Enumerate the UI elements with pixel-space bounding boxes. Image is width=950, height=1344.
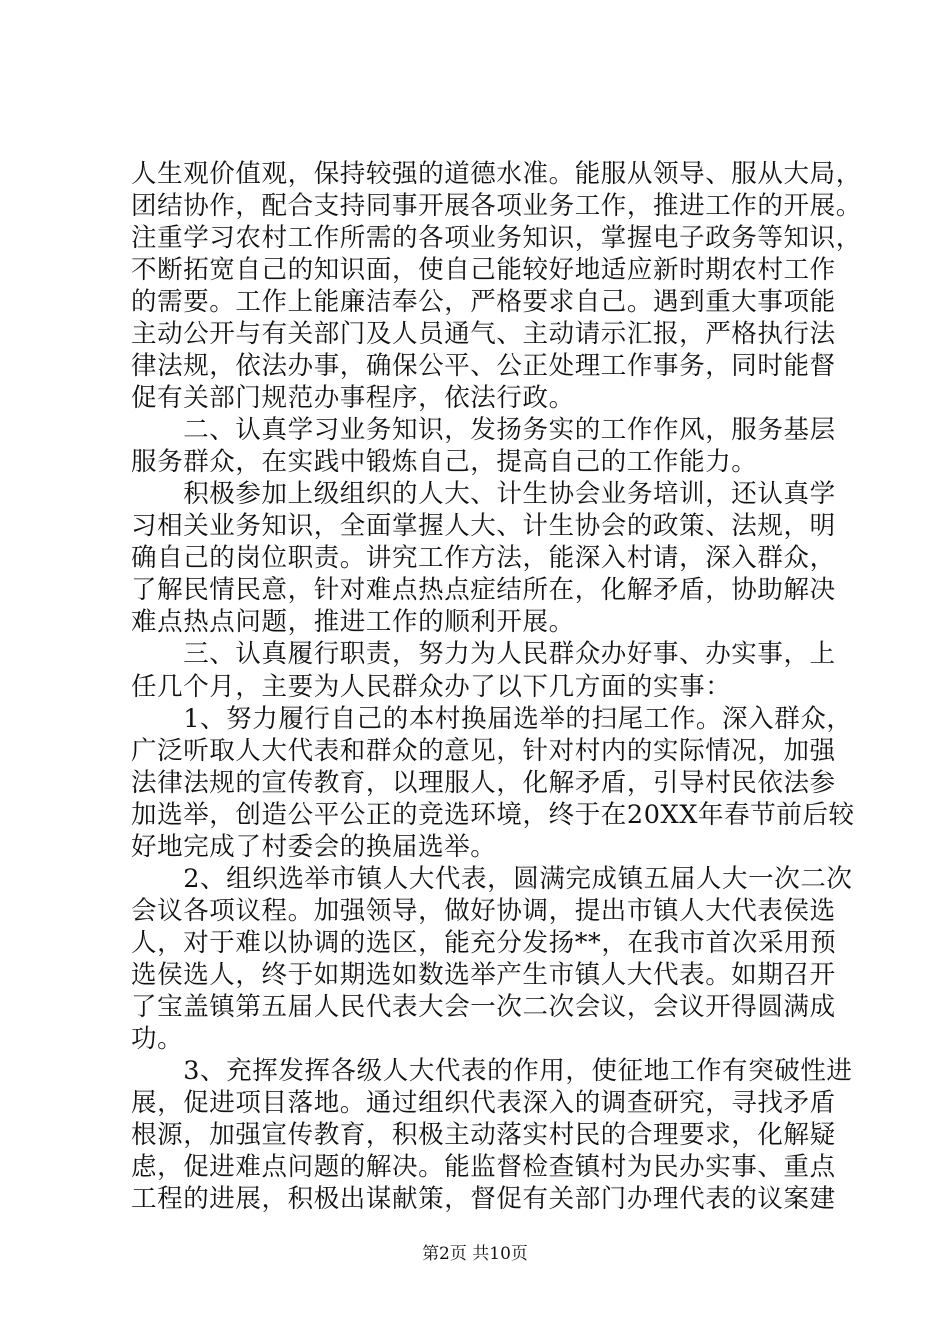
body-text-line: 加选举，创造公平公正的竞选环境，终于在20XX年春节前后较 (131, 800, 855, 830)
body-text-line: 广泛听取人大代表和群众的意见，针对村内的实际情况，加强 (131, 736, 836, 766)
body-text-line: 展，促进项目落地。通过组织代表深入的调查研究，寻找矛盾 (131, 1088, 836, 1118)
body-text-line: 难点热点问题，推进工作的顺利开展。 (131, 607, 575, 637)
body-text-line: 法律法规的宣传教育，以理服人，化解矛盾，引导村民依法参 (131, 768, 836, 798)
body-text-line: 了宝盖镇第五届人民代表大会一次二次会议，会议开得圆满成 (131, 992, 836, 1022)
body-text-line: 人生观价值观，保持较强的道德水准。能服从领导、服从大局， (131, 159, 862, 189)
body-text-line: 积极参加上级组织的人大、计生协会业务培训，还认真学 (131, 479, 836, 509)
body-text-line: 团结协作，配合支持同事开展各项业务工作，推进工作的开展。 (131, 191, 862, 221)
body-text-line: 功。 (131, 1024, 184, 1054)
section-heading-line: 服务群众，在实践中锻炼自己，提高自己的工作能力。 (131, 447, 758, 477)
body-text-line: 会议各项议程。加强领导，做好协调，提出市镇人大代表侯选 (131, 896, 836, 926)
body-text-line: 人，对于难以协调的选区，能充分发扬**，在我市首次采用预 (131, 928, 837, 958)
page-number-footer: 第2页 共10页 (422, 1244, 528, 1264)
body-text-line: 注重学习农村工作所需的各项业务知识，掌握电子政务等知识， (131, 223, 862, 253)
body-text-line: 选侯选人，终于如期选如数选举产生市镇人大代表。如期召开 (131, 960, 836, 990)
body-text-line: 促有关部门规范办事程序，依法行政。 (131, 383, 575, 413)
body-text-line: 确自己的岗位职责。讲究工作方法，能深入村请，深入群众， (131, 543, 836, 573)
section-heading-line: 二、认真学习业务知识，发扬务实的工作作风，服务基层 (131, 415, 836, 445)
section-heading-line: 三、认真履行职责，努力为人民群众办好事、办实事，上 (131, 639, 836, 669)
body-text-line: 2、组织选举市镇人大代表，圆满完成镇五届人大一次二次 (131, 864, 853, 894)
body-text-line: 虑，促进难点问题的解决。能监督检查镇村为民办实事、重点 (131, 1152, 836, 1182)
body-text-line: 根源，加强宣传教育，积极主动落实村民的合理要求，化解疑 (131, 1120, 836, 1150)
body-text-line: 1、努力履行自己的本村换届选举的扫尾工作。深入群众， (131, 704, 853, 734)
body-text-line: 好地完成了村委会的换届选举。 (131, 832, 497, 862)
body-text-line: 主动公开与有关部门及人员通气、主动请示汇报，严格执行法 (131, 319, 836, 349)
body-text-line: 不断拓宽自己的知识面，使自己能较好地适应新时期农村工作 (131, 255, 836, 285)
body-text-line: 了解民情民意，针对难点热点症结所在，化解矛盾，协助解决 (131, 575, 836, 605)
body-text-line: 律法规，依法办事，确保公平、公正处理工作事务，同时能督 (131, 351, 836, 381)
body-text-line: 3、充挥发挥各级人大代表的作用，使征地工作有突破性进 (131, 1056, 853, 1086)
section-heading-line: 任几个月，主要为人民群众办了以下几方面的实事： (131, 672, 732, 702)
body-text-line: 工程的进展，积极出谋献策，督促有关部门办理代表的议案建 (131, 1184, 836, 1214)
body-text-line: 的需要。工作上能廉洁奉公，严格要求自己。遇到重大事项能 (131, 287, 836, 317)
body-text-line: 习相关业务知识，全面掌握人大、计生协会的政策、法规，明 (131, 511, 836, 541)
